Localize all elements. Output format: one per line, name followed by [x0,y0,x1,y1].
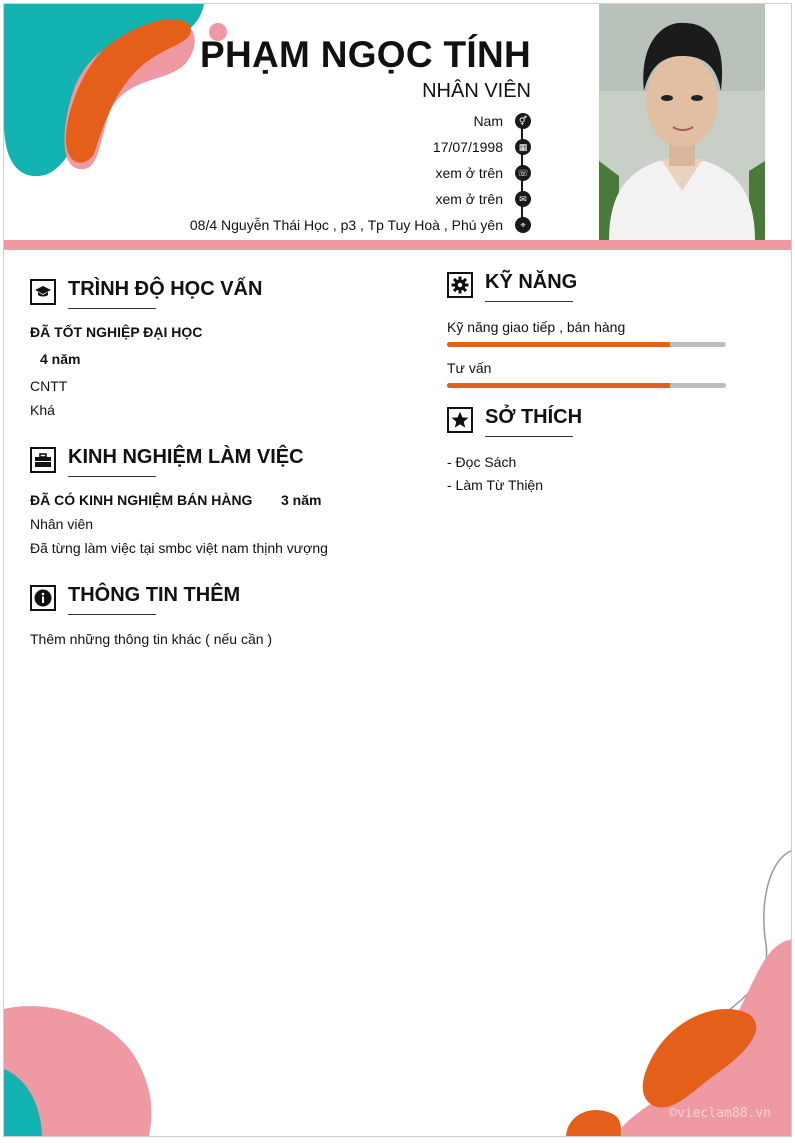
info-phone [190,160,531,186]
hobby-2: - Làm Từ Thiện [447,477,544,493]
birthday-text: 17/07/1998 [432,139,503,155]
info-icon [30,585,56,611]
education-major: CNTT [30,378,68,394]
star-icon [447,407,473,433]
briefcase-icon [30,447,56,473]
education-section-header [30,278,262,305]
cv-page [3,3,792,1137]
education-degree: ĐÃ TỐT NGHIỆP ĐẠI HỌC [30,324,203,340]
skill-1-bar [447,342,726,347]
additional-section-header [30,584,240,611]
orange-small-blob [566,1110,621,1137]
gear-icon [447,272,473,298]
graduation-cap-icon [30,279,56,305]
experience-section-header [30,446,304,473]
location-icon: ⌖ [515,217,531,233]
info-email [190,186,531,212]
skills-section-header [447,271,577,298]
experience-title: KINH NGHIỆM LÀM VIỆC [68,446,304,473]
info-birthday [190,134,531,160]
candidate-name: PHẠM NGỌC TÍNH [199,34,531,75]
hobbies-section-header [447,406,582,433]
phone-icon: ☏ [515,165,531,181]
skill-1-label: Kỹ năng giao tiếp , bán hàng [447,319,626,335]
skill-2-bar [447,383,726,388]
gender-text: Nam [473,113,503,129]
phone-text: xem ở trên [435,165,503,181]
additional-title: THÔNG TIN THÊM [68,584,240,611]
bottom-right-decoration [544,844,792,1137]
experience-heading: ĐÃ CÓ KINH NGHIỆM BÁN HÀNG [30,492,253,508]
education-title: TRÌNH ĐỘ HỌC VẤN [68,278,262,305]
education-grade: Khá [30,402,55,418]
bottom-left-decoration [4,994,174,1137]
education-duration: 4 năm [40,351,81,367]
header-divider-band [4,240,791,250]
email-text: xem ở trên [435,191,503,207]
info-gender [190,108,531,134]
hobbies-title: SỞ THÍCH [485,406,582,433]
contact-info-list [190,108,531,238]
additional-text: Thêm những thông tin khác ( nếu cần ) [30,631,273,647]
watermark: ©vieclam88.vn [669,1106,771,1121]
skill-1-fill [447,342,670,347]
address-text: 08/4 Nguyễn Thái Học , p3 , Tp Tuy Hoà , Phú yên [189,217,503,233]
hobby-1: - Đọc Sách [447,454,517,470]
gender-icon: ⚥ [515,113,531,129]
email-icon: ✉ [515,191,531,207]
info-address [190,212,531,238]
experience-role: Nhân viên [30,516,94,532]
candidate-position: NHÂN VIÊN [422,80,531,102]
skill-2-fill [447,383,670,388]
skill-2-label: Tư vấn [447,360,492,376]
calendar-icon: ▦ [515,139,531,155]
experience-description: Đã từng làm việc tại smbc việt nam thịnh vượng [30,540,328,556]
profile-photo [599,3,765,241]
skills-title: KỸ NĂNG [485,271,577,298]
experience-duration: 3 năm [281,492,322,508]
